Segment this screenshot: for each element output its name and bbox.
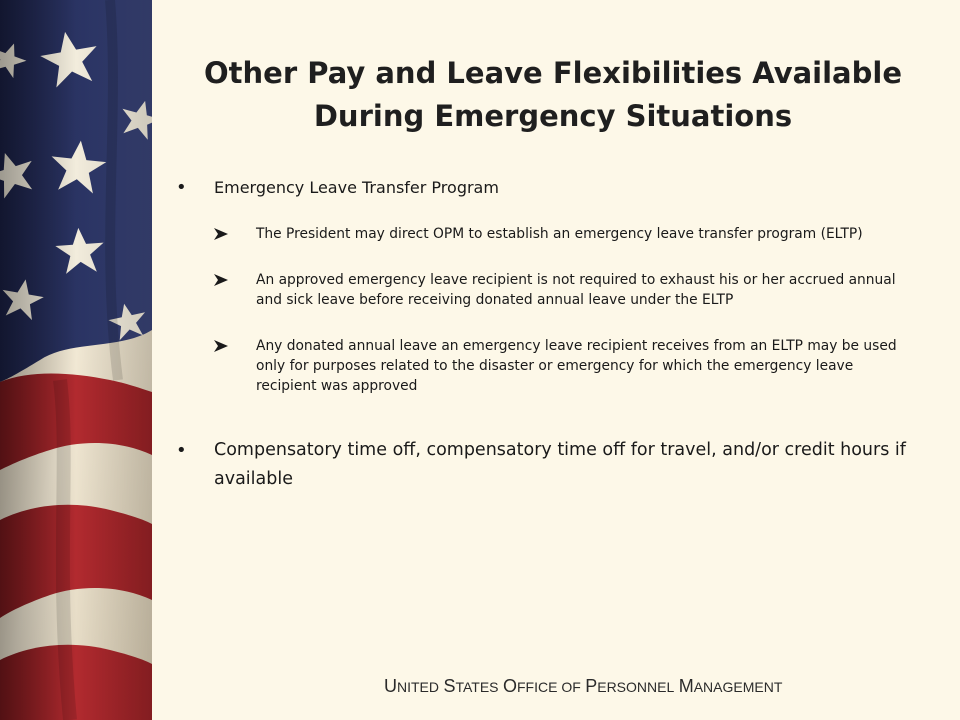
footer-word: MANAGEMENT	[678, 676, 783, 696]
footer-word: UNITED	[384, 676, 439, 696]
sub-bullet-item	[214, 336, 906, 396]
arrowhead-icon	[214, 228, 228, 240]
sub-bullet-item	[214, 270, 906, 310]
sub-bullet-item	[214, 224, 906, 244]
bullet-item	[176, 176, 906, 200]
footer-agency-name	[384, 676, 782, 697]
footer-word: PERSONNEL	[585, 676, 675, 696]
slide-title-line-2: During Emergency Situations	[313, 99, 793, 133]
american-flag-image	[0, 0, 152, 720]
bullet-text: Compensatory time off, compensatory time off for travel, and/or credit hours if available	[214, 440, 906, 489]
bullet-text: Emergency Leave Transfer Program	[214, 178, 499, 197]
footer-word: STATES	[443, 676, 499, 696]
slide-content	[176, 176, 906, 494]
sub-bullet-list	[214, 224, 906, 396]
footer-word: OFFICE OF	[502, 676, 581, 696]
slide-title-line-1: Other Pay and Leave Flexibilities Available	[203, 56, 902, 90]
slide-title	[168, 52, 938, 138]
sub-bullet-text: The President may direct OPM to establish an emergency leave transfer program (ELTP)	[256, 226, 863, 242]
bullet-dot-icon: •	[176, 440, 187, 461]
bullet-item	[176, 436, 906, 494]
arrowhead-icon	[214, 274, 228, 286]
sub-bullet-text: Any donated annual leave an emergency leave recipient receives from an ELTP may be used only for purposes related to the disaster or emergency for which the emergency leave recipient was approved	[256, 338, 897, 394]
sub-bullet-text: An approved emergency leave recipient is not required to exhaust his or her accrued annual and sick leave before receiving donated annual leave under the ELTP	[256, 272, 896, 308]
flag-graphic	[0, 0, 152, 720]
arrowhead-icon	[214, 340, 228, 352]
bullet-dot-icon: •	[176, 177, 187, 198]
